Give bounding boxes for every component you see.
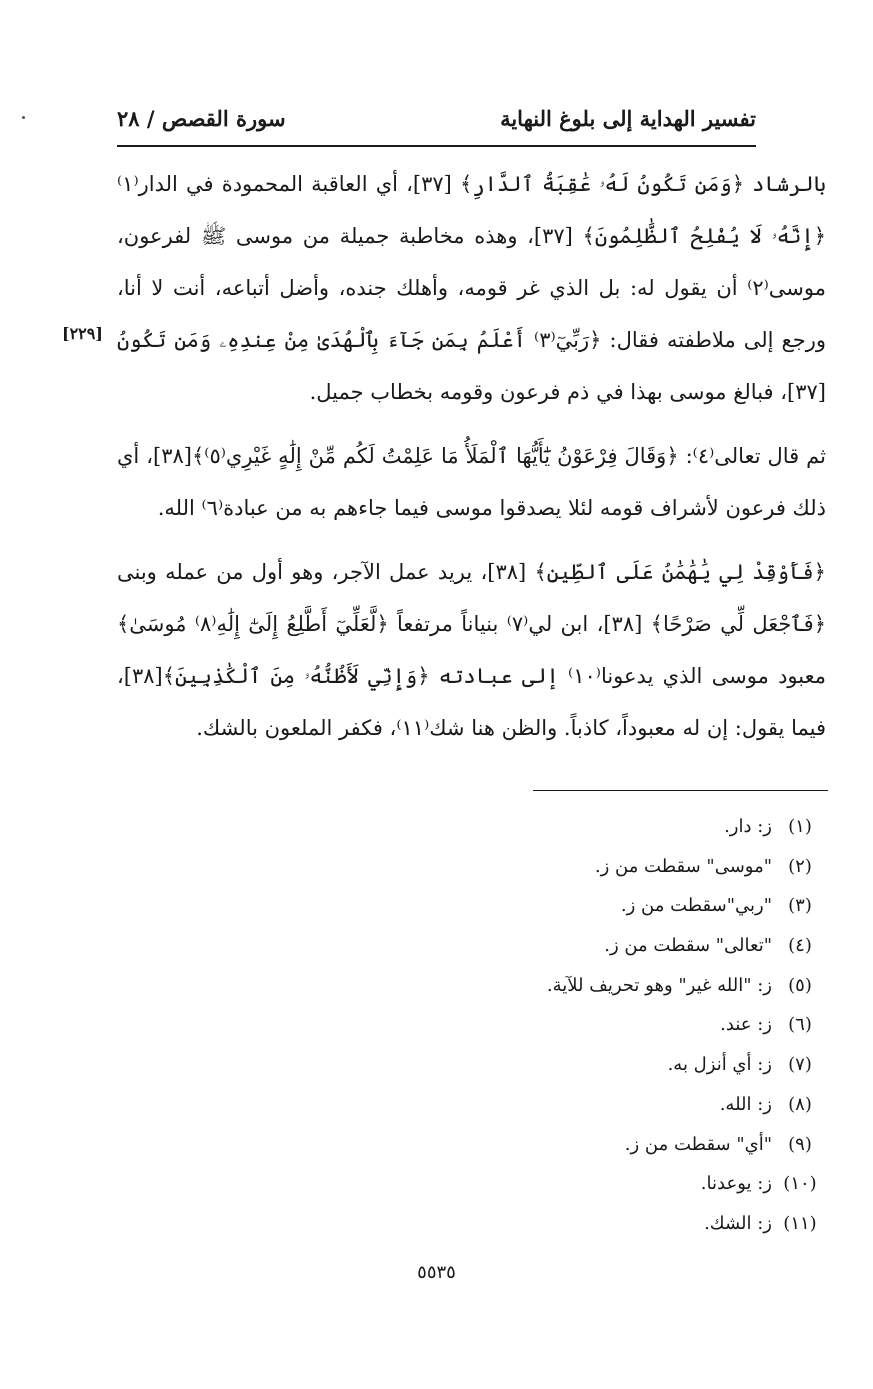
text-line: فيما يقول: إن له معبوداً، كاذباً. والظن هنا شك⁽١١⁾، فكفر الملعون بالشك.	[196, 716, 826, 740]
footnote-text: ز: يوعدنا.	[700, 1173, 772, 1195]
footnote-number: (٥)	[788, 974, 812, 996]
footnote	[117, 1010, 828, 1050]
footnote	[117, 1130, 828, 1170]
main-text	[117, 158, 826, 754]
footnote	[117, 1090, 828, 1130]
footnote-text: ز: الشك.	[704, 1212, 772, 1234]
footnote-number: (٦)	[788, 1014, 812, 1036]
footnote	[117, 1169, 828, 1209]
footnote	[117, 971, 828, 1011]
footnote-text: "تعالى" سقطت من ز.	[604, 935, 772, 957]
footnote-text: ز: عند.	[720, 1014, 772, 1036]
manuscript-folio-note: [٢٢٩]	[62, 324, 103, 343]
footnote-number: (١٠)	[783, 1173, 817, 1195]
footnote-text: ز: أي أنزل به.	[667, 1054, 772, 1076]
footnote-number: (٧)	[788, 1054, 812, 1076]
footnote-text: "ربي"سقطت من ز.	[620, 895, 772, 917]
footnote-number: (٢)	[788, 855, 812, 877]
footnote-number: (١١)	[783, 1212, 817, 1234]
text-line: موسى⁽٢⁾ أن يقول له: بل الذي غر قومه، وأهلك جنده، وأضل أتباعه، أنت لا أنا،	[117, 276, 826, 300]
text-line: ذلك فرعون لأشراف قومه لئلا يصدقوا موسى فيما جاءهم به من عبادة⁽٦⁾ الله.	[157, 496, 826, 520]
text-line: بالرشاد ﴿وَمَن تَكُونُ لَهُۥ عَٰقِبَةُ ٱلدَّارِ﴾ [٣٧]، أي العاقبة المحمودة في الدار⁽١⁾	[117, 172, 826, 196]
footnote-number: (١)	[788, 816, 812, 837]
surah-page-label: سورة القصص / ٢٨	[117, 105, 286, 131]
footnote	[117, 931, 828, 971]
footnote-text: ز: الله.	[719, 1093, 772, 1115]
header-divider	[117, 145, 756, 147]
text-line: ﴿فَأَوْقِدْ لِي يَٰهَٰمَٰنُ عَلَى ٱلطِّينِ﴾ [٣٨]، يريد عمل الآجر، وهو أول من عمله وبنى	[117, 560, 826, 584]
text-line: [٣٧]، فبالغ موسى بهذا في ذم فرعون وقومه بخطاب جميل.	[309, 380, 826, 404]
footnote-number: (٨)	[788, 1093, 812, 1115]
footnote-number: (٣)	[788, 895, 812, 917]
footnote	[117, 812, 828, 852]
footnote	[117, 1209, 828, 1249]
footnote	[117, 1050, 828, 1090]
footnote-divider	[533, 790, 828, 791]
footnote	[117, 852, 828, 892]
page-mark-dot	[22, 116, 25, 119]
book-title: تفسير الهداية إلى بلوغ النهاية	[500, 105, 756, 131]
text-line: ﴿إِنَّهُۥ لَا يُفْلِحُ ٱلظَّٰلِمُونَ﴾ [٣٧]، وهذه مخاطبة جميلة من موسى ﷺ لفرعون،	[117, 224, 826, 248]
text-line: ﴿فَٱجْعَل لِّي صَرْحًا﴾ [٣٨]، ابن لي⁽٧⁾ بنياناً مرتفعاً ﴿لَّعَلِّيٓ أَطَّلِعُ إِلَىٰٓ إِلَٰهِ⁽٨⁾ مُوسَىٰ﴾	[117, 612, 826, 636]
page-number: ٥٥٣٥	[417, 1262, 456, 1283]
footnote-text: "أي" سقطت من ز.	[624, 1133, 772, 1155]
footnote-number: (٤)	[788, 935, 812, 957]
footnote-text: "موسى" سقطت من ز.	[594, 855, 772, 877]
running-header	[117, 96, 756, 140]
footnotes	[117, 812, 828, 1249]
footnote-text: ز: دار.	[724, 816, 772, 837]
text-line: ثم قال تعالى⁽٤⁾: ﴿وَقَالَ فِرْعَوْنُ يَٰٓأَيُّهَا ٱلْمَلَأُ مَا عَلِمْتُ لَكُم مِّنْ إِلَٰهٍ غَيْرِي⁽٥⁾﴾[٣٨]، أي	[117, 444, 826, 468]
text-line: ورجع إلى ملاطفته فقال: ﴿رَبِّيٓ⁽٣⁾ أَعْلَمُ بِمَن جَآءَ بِٱلْهُدَىٰ مِنْ عِندِهِۦ وَمَن تَكُونُ	[117, 328, 826, 352]
text-line: معبود موسى الذي يدعونا⁽١٠⁾ إلى عبادته ﴿وَإِنِّي لَأَظُنُّهُۥ مِنَ ٱلْكَٰذِبِينَ﴾[٣٨]،	[117, 664, 826, 688]
footnote	[117, 891, 828, 931]
footnote-number: (٩)	[788, 1133, 812, 1155]
footnote-text: ز: "الله غير" وهو تحريف للآية.	[546, 974, 772, 996]
